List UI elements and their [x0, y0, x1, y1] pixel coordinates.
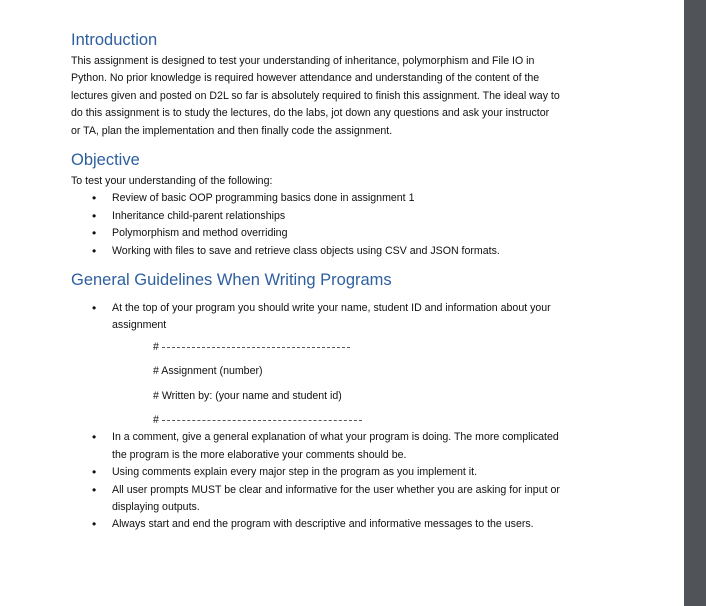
- guideline-item: [71, 482, 611, 517]
- objective-item: • Review of basic OOP programming basics done in assignment 1: [71, 190, 611, 207]
- dashed-rule: [162, 347, 350, 348]
- guideline-line: assignment: [112, 319, 167, 332]
- dashed-rule: [162, 420, 362, 421]
- guideline-item: [71, 429, 611, 464]
- code-line-separator: [153, 339, 611, 356]
- guideline-line: Always start and end the program with descriptive and informative messages to the users.: [112, 518, 534, 531]
- code-line-written-by: # Written by: (your name and student id): [153, 389, 342, 402]
- header-comment-template: [71, 339, 611, 430]
- introduction-heading: Introduction: [71, 31, 158, 49]
- guideline-line: In a comment, give a general explanation of what your program is doing. The more complicated: [112, 431, 559, 444]
- guideline-line: the program is the more elaborative your comments should be.: [112, 448, 407, 461]
- guideline-line: displaying outputs.: [112, 501, 200, 514]
- intro-line: Python. No prior knowledge is required however attendance and understanding of the content of the: [71, 72, 540, 85]
- objective-list: [71, 190, 611, 260]
- intro-line: lectures given and posted on D2L so far is absolutely required to finish this assignment. The ideal way to: [71, 89, 560, 102]
- objective-intro: To test your understanding of the following:: [71, 175, 273, 188]
- objective-item: • Inheritance child-parent relationships: [71, 208, 611, 225]
- objective-heading: Objective: [71, 151, 140, 170]
- introduction-paragraph: [71, 53, 611, 140]
- guideline-item: [71, 516, 611, 533]
- guidelines-list: [71, 429, 611, 533]
- code-line-separator: [153, 412, 611, 429]
- guideline-line: Using comments explain every major step in the program as you implement it.: [112, 466, 478, 479]
- objective-item: • Polymorphism and method overriding: [71, 225, 611, 242]
- intro-line: or TA, plan the implementation and then finally code the assignment.: [71, 124, 393, 137]
- objective-item: • Working with files to save and retrieve class objects using CSV and JSON formats.: [71, 243, 611, 260]
- hash-mark: #: [153, 340, 159, 353]
- code-line-assignment: # Assignment (number): [153, 365, 263, 378]
- viewer-side-panel: [684, 0, 706, 606]
- guideline-line: All user prompts MUST be clear and informative for the user whether you are asking for input or: [112, 483, 560, 496]
- intro-line: This assignment is designed to test your understanding of inheritance, polymorphism and File IO in: [71, 55, 535, 67]
- guideline-item: [71, 300, 611, 335]
- guidelines-heading: General Guidelines When Writing Programs: [71, 271, 392, 290]
- intro-line: do this assignment is to study the lectures, do the labs, jot down any questions and ask your instructor: [71, 107, 550, 120]
- hash-mark: #: [153, 414, 159, 427]
- guideline-line: At the top of your program you should write your name, student ID and information about your: [112, 302, 551, 315]
- document-content: [71, 30, 611, 534]
- guideline-item: [71, 464, 611, 481]
- guidelines-first-list: [71, 300, 611, 335]
